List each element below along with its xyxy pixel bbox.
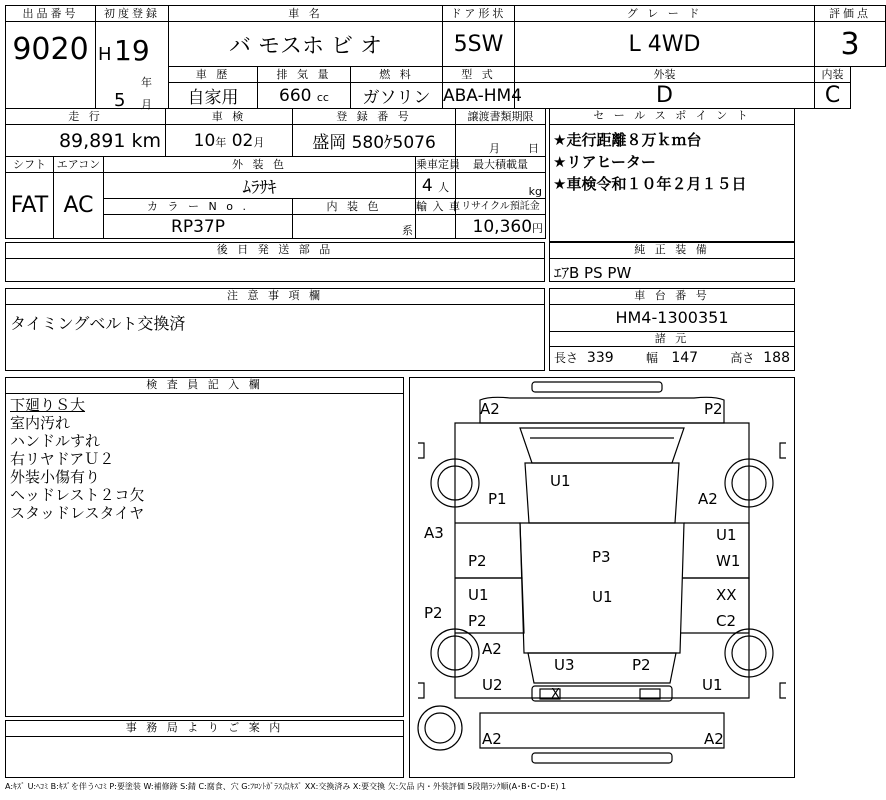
insp-year: 10 [193, 130, 216, 151]
notes-box [5, 288, 545, 371]
fuel: ガソリン [351, 83, 443, 109]
car-diagram-box [409, 377, 795, 778]
mark-p2-left-door: P2 [468, 552, 487, 570]
import-value [416, 215, 456, 239]
ext-grade: D [515, 83, 815, 109]
displacement: 660 [279, 85, 312, 106]
fuel-label: 燃 料 [351, 67, 443, 83]
chassis-label: 車 台 番 号 [550, 289, 794, 305]
recycle-unit: 円 [532, 221, 544, 235]
car-diagram [410, 378, 794, 777]
car-name-label: 車 名 [169, 6, 443, 22]
insp-month: 02 [231, 130, 254, 151]
mileage: 89,891 [58, 129, 126, 152]
front-cabin-shape [525, 463, 679, 523]
legend: A:ｷｽﾞ U:ﾍｺﾐ B:ｷｽﾞを伴うﾍｺﾐ P:要塗装 W:補修跡 S:錆 C:腐食、穴 G:ﾌﾛﾝﾄｶﾞﾗｽ点ｷｽﾞ XX:交換済み X:要交換 欠:欠品 内・外装評価 5段階ﾗﾝｸ順(A･B･C･D･E) 1 [5, 782, 567, 791]
car-name: バ モスホ ビ オ [169, 22, 443, 67]
load-label: 最大積載量 [456, 157, 546, 173]
displacement-cell [258, 83, 351, 109]
transfer-day-unit: 日 [528, 142, 540, 155]
insp-month-unit: 月 [253, 135, 265, 149]
sales-point-3: ★車検令和１０年２月１５日 [553, 175, 747, 193]
mark-p1-left-fender: P1 [488, 490, 507, 508]
insp-year-unit: 年 [215, 135, 227, 149]
mark-u2-left-rear: U2 [482, 676, 503, 694]
transfer-cell [456, 125, 546, 157]
lot-number: 9020 [6, 22, 96, 109]
header-table [5, 5, 886, 109]
score: 3 [815, 22, 886, 67]
notes-value: タイミングベルト交換済 [10, 314, 186, 333]
inspection-label: 車 検 [166, 109, 293, 125]
recycle-label: リサイクル預託金 [456, 199, 546, 215]
capacity-unit: 人 [438, 180, 450, 194]
equipment-label: 純 正 装 備 [550, 243, 794, 259]
history-label: 車 歴 [169, 67, 258, 83]
month-unit: 月 [141, 98, 152, 111]
mark-xx-right: XX [716, 586, 737, 604]
mark-u1-right-door: U1 [716, 526, 737, 544]
plate: 盛岡 580ｹ5076 [293, 125, 456, 157]
inspector-item-3: ハンドルすれ [10, 432, 101, 450]
history: 自家用 [169, 83, 258, 109]
reg-year: 19 [114, 34, 150, 67]
door-type: 5SW [443, 22, 515, 67]
mark-u1-hood: U1 [550, 472, 571, 490]
transfer-month-unit: 月 [489, 142, 501, 155]
mileage-cell [6, 125, 166, 157]
int-label: 内装 [815, 67, 851, 83]
capacity-cell [416, 173, 456, 199]
sales-point-1: ★走行距離８万ｋｍ台 [553, 131, 702, 149]
model-label: 型 式 [443, 67, 515, 83]
chassis-box [549, 288, 795, 371]
inspector-item-4: 右リヤドアＵ２ [10, 450, 115, 468]
front-panel-shape [480, 397, 724, 423]
later-parts-box [5, 242, 545, 282]
inspector-item-5: 外装小傷有り [10, 468, 101, 486]
capacity: 4 [421, 175, 433, 196]
mark-p2-left-rdoor: P2 [468, 612, 487, 630]
inspector-item-1: 下廻りＳ大 [10, 396, 86, 414]
model: ABA-HM4 [443, 83, 515, 109]
office-box [5, 720, 404, 778]
mark-p3-roof: P3 [592, 548, 611, 566]
mark-u1-roof: U1 [592, 588, 613, 606]
mark-x-rear-lamp: X [551, 687, 560, 702]
front-bumper-shape [532, 382, 662, 392]
first-reg-cell [96, 22, 169, 109]
displacement-unit: cc [316, 90, 329, 104]
rear-panel-shape [480, 713, 724, 748]
inspector-item-7: スタッドレスタイヤ [10, 504, 145, 522]
vehicle-info-table [5, 108, 546, 239]
mileage-unit: km [131, 129, 162, 152]
door-label: ドア形状 [443, 6, 515, 22]
height: 188 [763, 350, 790, 366]
grade-label: グ レ ー ド [515, 6, 815, 22]
sales-points-box [549, 108, 795, 242]
interior-color-label: 内 装 色 [293, 199, 416, 215]
inspector-label: 検 査 員 記 入 欄 [6, 378, 403, 394]
shift: FAT [6, 173, 54, 239]
load-unit: kg [456, 173, 546, 199]
inspector-list [6, 394, 403, 524]
mark-c2-right: C2 [716, 612, 737, 630]
reg-month: 5 [114, 90, 126, 111]
height-label: 高さ [730, 351, 755, 365]
dims-label: 諸 元 [550, 332, 794, 347]
equipment-value: ｴｱB PS PW [554, 264, 632, 282]
later-parts-label: 後 日 発 送 部 品 [6, 243, 544, 259]
mark-a2-right-fender: A2 [698, 490, 718, 508]
mark-w1-right-door: W1 [716, 552, 741, 570]
year-unit: 年 [141, 76, 152, 89]
mark-p2-left-side: P2 [424, 604, 443, 622]
width-label: 幅 [645, 351, 658, 365]
score-label: 評価点 [815, 6, 886, 22]
mark-u1-right-rear: U1 [702, 676, 723, 694]
era: H [98, 44, 112, 65]
mileage-label: 走 行 [6, 109, 166, 125]
rear-window-shape [528, 653, 676, 683]
lot-label: 出品番号 [6, 6, 96, 22]
inspector-item-2: 室内汚れ [10, 414, 71, 432]
exterior-color: ﾑﾗｻｷ [104, 173, 416, 199]
width-cell [646, 349, 698, 366]
length: 339 [586, 350, 614, 366]
windshield-shape [520, 428, 684, 463]
chassis-number: HM4-1300351 [550, 305, 794, 332]
mark-u3-rear: U3 [554, 656, 575, 674]
mark-a3-left: A3 [424, 524, 444, 542]
first-reg-label: 初度登録 [96, 6, 169, 22]
ac: AC [54, 173, 104, 239]
recycle: 10,360 [472, 216, 533, 237]
mark-a2-rear-left: A2 [482, 730, 502, 748]
height-cell [730, 349, 790, 366]
notes-label: 注 意 事 項 欄 [6, 289, 544, 305]
import-label: 輸 入 車 [416, 199, 462, 213]
displacement-label: 排 気 量 [258, 67, 351, 83]
interior-unit: 系 [293, 215, 416, 239]
exterior-color-label: 外 装 色 [104, 157, 416, 173]
plate-label: 登 録 番 号 [293, 109, 456, 125]
shift-label: シフト [6, 157, 54, 173]
length-cell [554, 349, 614, 366]
recycle-cell [456, 215, 546, 239]
grade: L 4WD [515, 22, 815, 67]
inspector-item-6: ヘッドレスト２コ欠 [10, 486, 145, 504]
mark-a2-front-left: A2 [480, 400, 500, 418]
width: 147 [671, 350, 699, 366]
mark-a2-rear-right: A2 [704, 730, 724, 748]
transfer-label: 譲渡書類期限 [456, 109, 546, 125]
capacity-label: 乗車定員 [416, 157, 461, 171]
mark-u1-left-rdoor: U1 [468, 586, 489, 604]
sales-point-2: ★リアヒーター [553, 153, 656, 171]
color-no: RP37P [104, 215, 293, 239]
inspection-cell [166, 125, 293, 157]
equipment-box [549, 242, 795, 282]
int-grade: C [815, 83, 851, 109]
ac-label: エアコン [54, 157, 104, 173]
dims-row [550, 347, 794, 368]
sales-points-list [550, 125, 794, 199]
length-label: 長さ [554, 351, 579, 365]
mark-a2-left-quarter: A2 [482, 640, 502, 658]
color-no-label: カ ラ ー N o . [104, 199, 293, 215]
sales-points-label: セ ー ル ス ポ イ ン ト [550, 109, 794, 125]
inspector-box [5, 377, 404, 717]
ext-label: 外装 [515, 67, 815, 83]
office-label: 事 務 局 よ り ご 案 内 [6, 721, 403, 737]
mark-p2-front-right: P2 [704, 400, 723, 418]
mark-p2-rear: P2 [632, 656, 651, 674]
